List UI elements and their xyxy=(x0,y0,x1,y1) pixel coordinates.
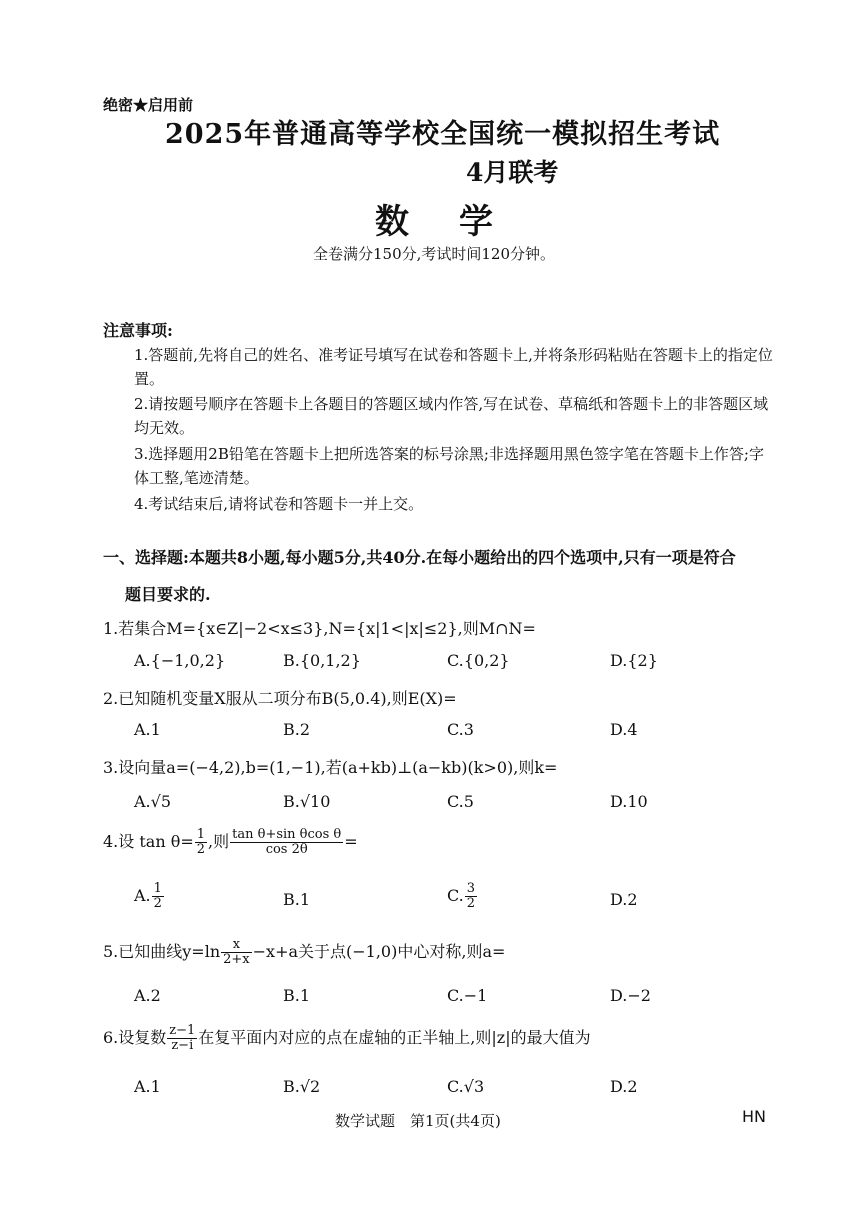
fraction xyxy=(195,828,207,857)
question-5-stem-suffix: −x+a关于点(−1,0)中心对称,则a= xyxy=(252,942,506,961)
section-heading-cont: 题目要求的. xyxy=(125,585,211,604)
full-mark-note: 全卷满分150分,考试时间120分钟。 xyxy=(312,245,556,263)
fraction-numerator: 3 xyxy=(466,881,476,896)
section-heading: 一、选择题:本题共8小题,每小题5分,共40分.在每小题给出的四个选项中,只有一项是符合 xyxy=(103,548,736,567)
option-label: C. xyxy=(447,886,464,905)
question-4-stem xyxy=(103,828,358,857)
question-5-option-d: D.−2 xyxy=(610,986,651,1005)
fraction-denominator: z−i xyxy=(171,1038,194,1053)
question-4-option-d: D.2 xyxy=(610,890,638,909)
question-3-stem: 3.设向量a=(−4,2),b=(1,−1),若(a+kb)⊥(a−kb)(k>0),则k= xyxy=(103,758,558,777)
question-6-option-d: D.2 xyxy=(610,1077,638,1096)
question-2-option-b: B.2 xyxy=(283,720,311,739)
question-4-stem-suffix: = xyxy=(344,832,358,851)
question-6-stem-suffix: 在复平面内对应的点在虚轴的正半轴上,则|z|的最大值为 xyxy=(198,1028,591,1047)
fraction-denominator: 2 xyxy=(196,842,206,857)
fraction-denominator: 2+x xyxy=(223,952,250,967)
question-5-stem-prefix: 5.已知曲线y=ln xyxy=(103,942,221,961)
fraction-numerator: z−1 xyxy=(169,1023,196,1038)
question-4-option-c xyxy=(447,882,478,911)
notice-item: 1.答题前,先将自己的姓名、准考证号填写在试卷和答题卡上,并将条形码粘贴在答题卡上的指定位置。 xyxy=(134,346,773,388)
notice-item: 3.选择题用2B铅笔在答题卡上把所选答案的标号涂黑;非选择题用黑色签字笔在答题卡上作答;字体工整,笔迹清楚。 xyxy=(134,445,764,487)
fraction xyxy=(221,938,252,967)
fraction-denominator: 2 xyxy=(466,896,476,911)
exam-subtitle: 4月联考 xyxy=(466,158,559,187)
question-3-option-d: D.10 xyxy=(610,792,648,811)
question-4-option-b: B.1 xyxy=(283,890,311,909)
question-2-stem: 2.已知随机变量X服从二项分布B(5,0.4),则E(X)= xyxy=(103,689,457,708)
question-5-stem xyxy=(103,938,505,967)
question-6-option-c: C.√3 xyxy=(447,1077,485,1096)
question-6-option-b: B.√2 xyxy=(283,1077,321,1096)
question-5-option-b: B.1 xyxy=(283,986,311,1005)
question-2-option-a: A.1 xyxy=(134,720,161,739)
question-4-stem-prefix: 4.设 tan θ= xyxy=(103,832,194,851)
fraction-numerator: 1 xyxy=(196,827,206,842)
fraction-denominator: 2 xyxy=(153,896,162,911)
question-3-option-b: B.√10 xyxy=(283,792,331,811)
question-1-option-c: C.{0,2} xyxy=(447,651,510,670)
fraction-numerator: x xyxy=(221,938,252,953)
question-2-option-c: C.3 xyxy=(447,720,474,739)
question-2-option-d: D.4 xyxy=(610,720,638,739)
question-1-option-a: A.{−1,0,2} xyxy=(134,651,226,670)
question-6-stem-prefix: 6.设复数 xyxy=(103,1028,167,1047)
question-1-option-b: B.{0,1,2} xyxy=(283,651,361,670)
exam-title: 2025年普通高等学校全国统一模拟招生考试 xyxy=(165,119,721,150)
question-3-option-c: C.5 xyxy=(447,792,474,811)
question-4-option-a xyxy=(134,882,165,911)
fraction xyxy=(230,828,343,857)
fraction-numerator: 1 xyxy=(153,881,162,896)
notice-item: 2.请按题号顺序在答题卡上各题目的答题区域内作答,写在试卷、草稿纸和答题卡上的非答题区域均无效。 xyxy=(134,395,769,437)
question-3-option-a: A.√5 xyxy=(134,792,172,811)
fraction-denominator: cos 2θ xyxy=(265,842,308,857)
page-footer: 数学试题 第1页(共4页) xyxy=(335,1112,501,1130)
fraction xyxy=(465,882,477,911)
question-1-option-d: D.{2} xyxy=(610,651,658,670)
notice-title: 注意事项: xyxy=(103,321,173,340)
question-6-option-a: A.1 xyxy=(134,1077,161,1096)
confidential-label: 绝密★启用前 xyxy=(103,96,194,114)
question-5-option-c: C.−1 xyxy=(447,986,488,1005)
question-6-stem xyxy=(103,1024,591,1053)
fraction xyxy=(167,1024,197,1053)
question-1-stem: 1.若集合M={x∈Z|−2<x≤3},N={x|1<|x|≤2},则M∩N= xyxy=(103,619,536,638)
fraction-numerator: tan θ+sin θcos θ xyxy=(232,827,342,842)
notice-item: 4.考试结束后,请将试卷和答题卡一并上交。 xyxy=(134,495,424,513)
fraction xyxy=(152,882,164,911)
region-code: HN xyxy=(742,1107,766,1126)
option-label: A. xyxy=(134,886,151,905)
question-4-stem-mid: ,则 xyxy=(208,832,230,851)
question-5-option-a: A.2 xyxy=(134,986,161,1005)
subject-title: 数学 xyxy=(375,202,543,242)
